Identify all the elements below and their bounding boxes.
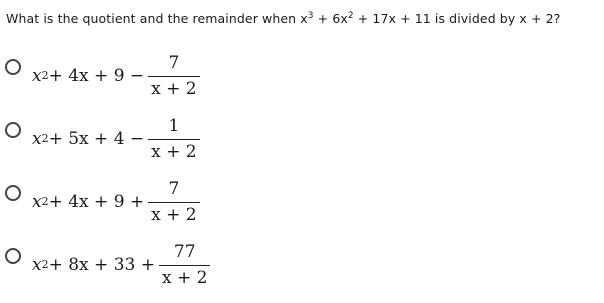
question-text: What is the quotient and the remainder when $x^3 + 6x^2 + 17x + 11$ is divided by x + 2? [6,11,561,26]
answer-option-a[interactable] [0,48,300,108]
answer-option-d[interactable] [0,237,300,297]
fraction-a: $\frac{7}{x + 2}$ [148,54,199,98]
fraction-d: $\frac{77}{x + 2}$ [159,243,210,287]
answer-expression-c: x 2 + 4x + 9 + $\frac{7}{x + 2}$ [32,180,200,224]
radio-button-option-c[interactable] [5,185,21,201]
fraction-b: $\frac{1}{x + 2}$ [148,117,199,161]
answer-expression-d: x 2 + 8x + 33 + $\frac{77}{x + 2}$ [32,243,210,287]
radio-button-option-a[interactable] [5,59,21,75]
answer-expression-a: x 2 + 4x + 9 − $\frac{7}{x + 2}$ [32,54,200,98]
radio-button-option-b[interactable] [5,122,21,138]
answer-option-c[interactable] [0,174,300,234]
radio-button-option-d[interactable] [5,248,21,264]
answer-option-b[interactable] [0,112,300,172]
answer-expression-b: x 2 + 5x + 4 − $\frac{1}{x + 2}$ [32,117,200,161]
fraction-c: $\frac{7}{x + 2}$ [148,180,199,224]
